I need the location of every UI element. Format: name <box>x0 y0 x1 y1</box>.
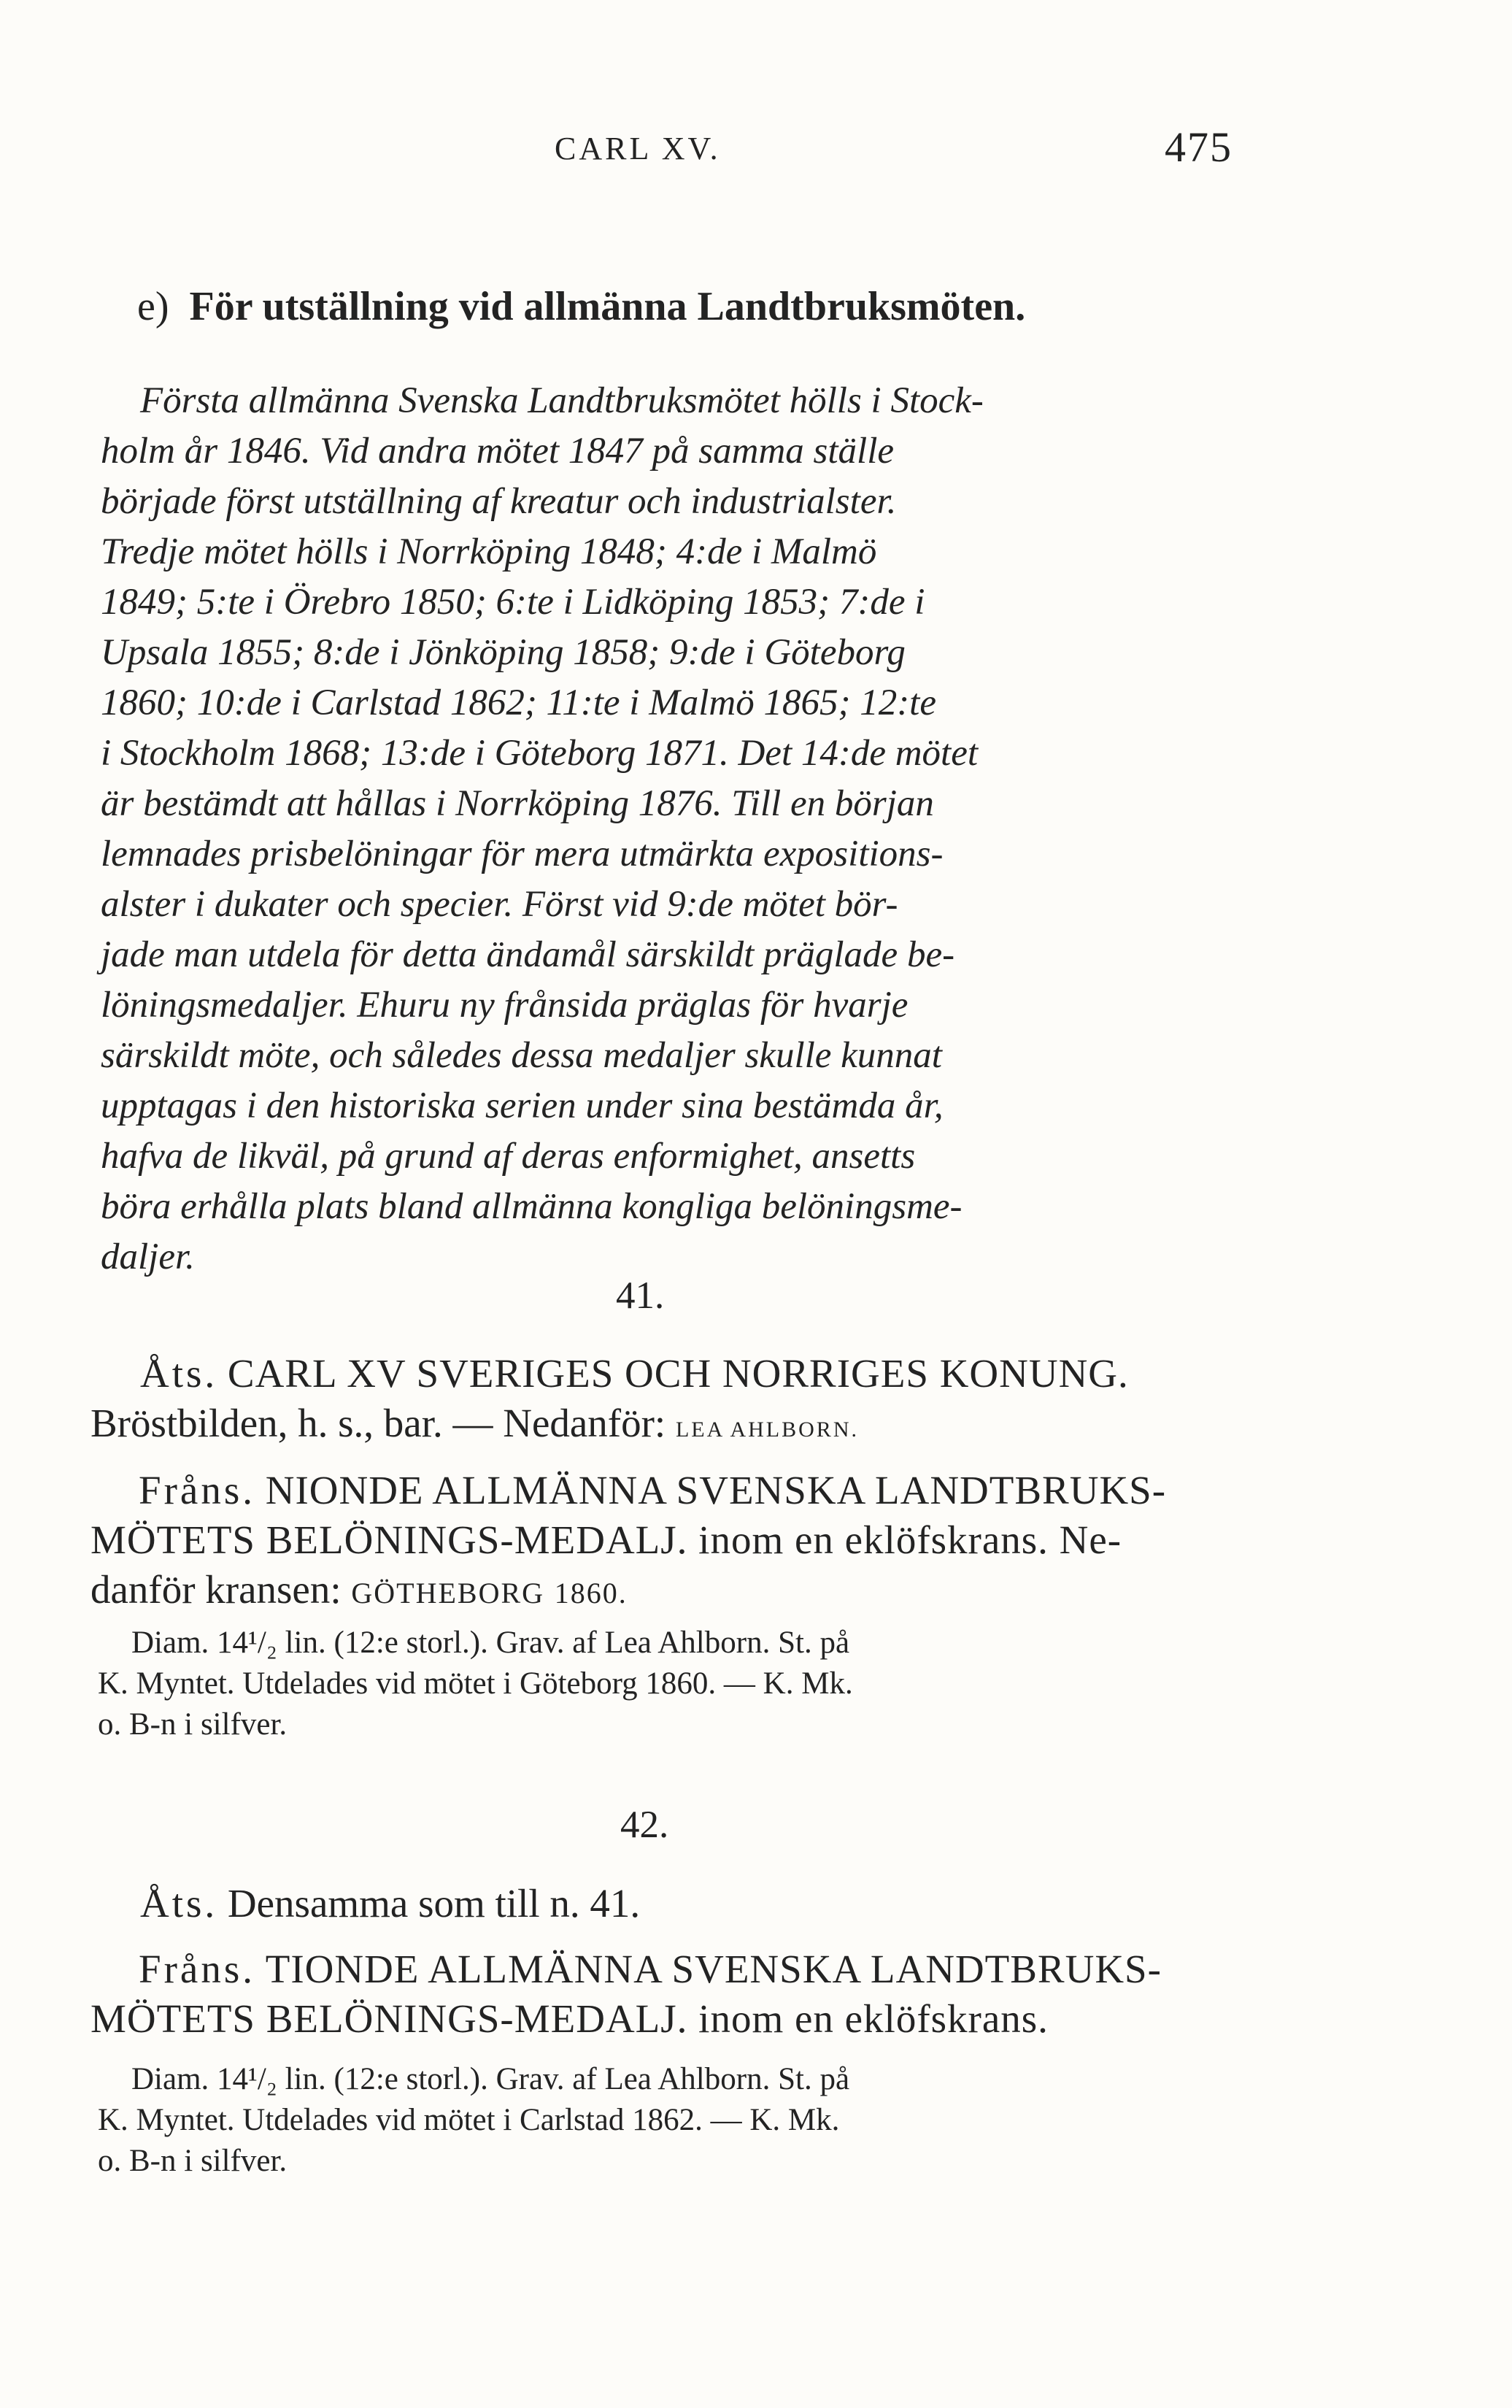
text-line: hafva de likväl, på grund af deras enformighet, ansetts <box>101 1136 916 1177</box>
note-line: Diam. 14¹/₂ lin. (12:e storl.). Grav. af Lea Ahlborn. St. på <box>131 2062 850 2096</box>
text-line: löningsmedaljer. Ehuru ny frånsida präglas för hvarje <box>101 985 909 1026</box>
text-line: böra erhålla plats bland allmänna kongliga belöningsme- <box>101 1186 963 1227</box>
obverse-lead: Åts. <box>140 1881 218 1926</box>
reverse-lead: Fråns. <box>139 1947 255 1991</box>
reverse-line <box>90 1566 628 1612</box>
text-line: Upsala 1855; 8:de i Jönköping 1858; 9:de i Göteborg <box>101 632 906 673</box>
note-line: K. Myntet. Utdelades vid mötet i Göteborg 1860. — K. Mk. <box>98 1666 853 1701</box>
text-line: holm år 1846. Vid andra mötet 1847 på samma ställe <box>101 431 895 472</box>
text-line: började först utställning af kreatur och industrialster. <box>101 481 897 522</box>
reverse-line: MÖTETS BELÖNINGS-MEDALJ. inom en eklöfskrans. Ne- <box>90 1517 1122 1562</box>
text-line: i Stockholm 1868; 13:de i Göteborg 1871. Det 14:de mötet <box>101 733 979 774</box>
reverse-text: danför kransen: <box>90 1567 342 1612</box>
bust-text: Bröstbilden, h. s., bar. — Nedanför: <box>90 1401 666 1445</box>
section-heading <box>137 283 1261 330</box>
obverse-text: Densamma som till n. 41. <box>227 1881 641 1926</box>
text-line: 1849; 5:te i Örebro 1850; 6:te i Lidköping 1853; 7:de i <box>101 582 925 623</box>
running-head: CARL XV. <box>555 131 721 166</box>
obverse-text: CARL XV SVERIGES OCH NORRIGES KONUNG. <box>227 1351 1129 1396</box>
page-number: 475 <box>1165 123 1233 171</box>
reverse-lead: Fråns. <box>139 1468 255 1512</box>
section-marker: e) <box>137 284 169 329</box>
reverse-caps-text: GÖTHEBORG <box>351 1577 545 1609</box>
text-line: Första allmänna Svenska Landtbruksmötet hölls i Stock- <box>140 380 984 421</box>
note-line: o. B-n i silfver. <box>98 1707 288 1742</box>
text-line: Tredje mötet hölls i Norrköping 1848; 4:de i Malmö <box>101 531 877 572</box>
page-header <box>0 123 1512 188</box>
text-line: daljer. <box>101 1236 195 1277</box>
text-line: alster i dukater och specier. Först vid 9:de mötet bör- <box>101 884 898 925</box>
text-line: särskildt möte, och således dessa medaljer skulle kunnat <box>101 1035 942 1076</box>
note-line: o. B-n i silfver. <box>98 2144 288 2178</box>
text-line: jade man utdela för detta ändamål särskildt präglade be- <box>101 934 955 975</box>
reverse-line: MÖTETS BELÖNINGS-MEDALJ. inom en eklöfskrans. <box>90 1996 1049 2041</box>
obverse-line <box>140 1880 640 1926</box>
text-line: 1860; 10:de i Carlstad 1862; 11:te i Malmö 1865; 12:te <box>101 682 936 723</box>
text-line: är bestämdt att hållas i Norrköping 1876. Till en början <box>101 783 934 824</box>
engraver-signature: LEA AHLBORN. <box>675 1418 859 1442</box>
text-line: lemnades prisbelöningar för mera utmärkta expositions- <box>101 834 944 874</box>
entry-number-41: 41. <box>616 1274 665 1317</box>
reverse-text: TIONDE ALLMÄNNA SVENSKA LANDTBRUKS- <box>265 1947 1162 1991</box>
entry-number-42: 42. <box>620 1804 669 1846</box>
note-line: Diam. 14¹/₂ lin. (12:e storl.). Grav. af Lea Ahlborn. St. på <box>131 1626 850 1660</box>
reverse-year: 1860. <box>554 1577 628 1609</box>
section-title: För utställning vid allmänna Landtbruksmöten. <box>189 284 1026 329</box>
reverse-text: NIONDE ALLMÄNNA SVENSKA LANDTBRUKS- <box>265 1468 1167 1512</box>
obverse-lead: Åts. <box>140 1351 218 1396</box>
obverse-line <box>140 1350 1129 1396</box>
text-line: upptagas i den historiska serien under sina bestämda år, <box>101 1085 944 1126</box>
reverse-line <box>139 1946 1162 1992</box>
note-line: K. Myntet. Utdelades vid mötet i Carlstad 1862. — K. Mk. <box>98 2103 840 2137</box>
bust-line <box>90 1400 859 1446</box>
reverse-line <box>139 1467 1166 1513</box>
